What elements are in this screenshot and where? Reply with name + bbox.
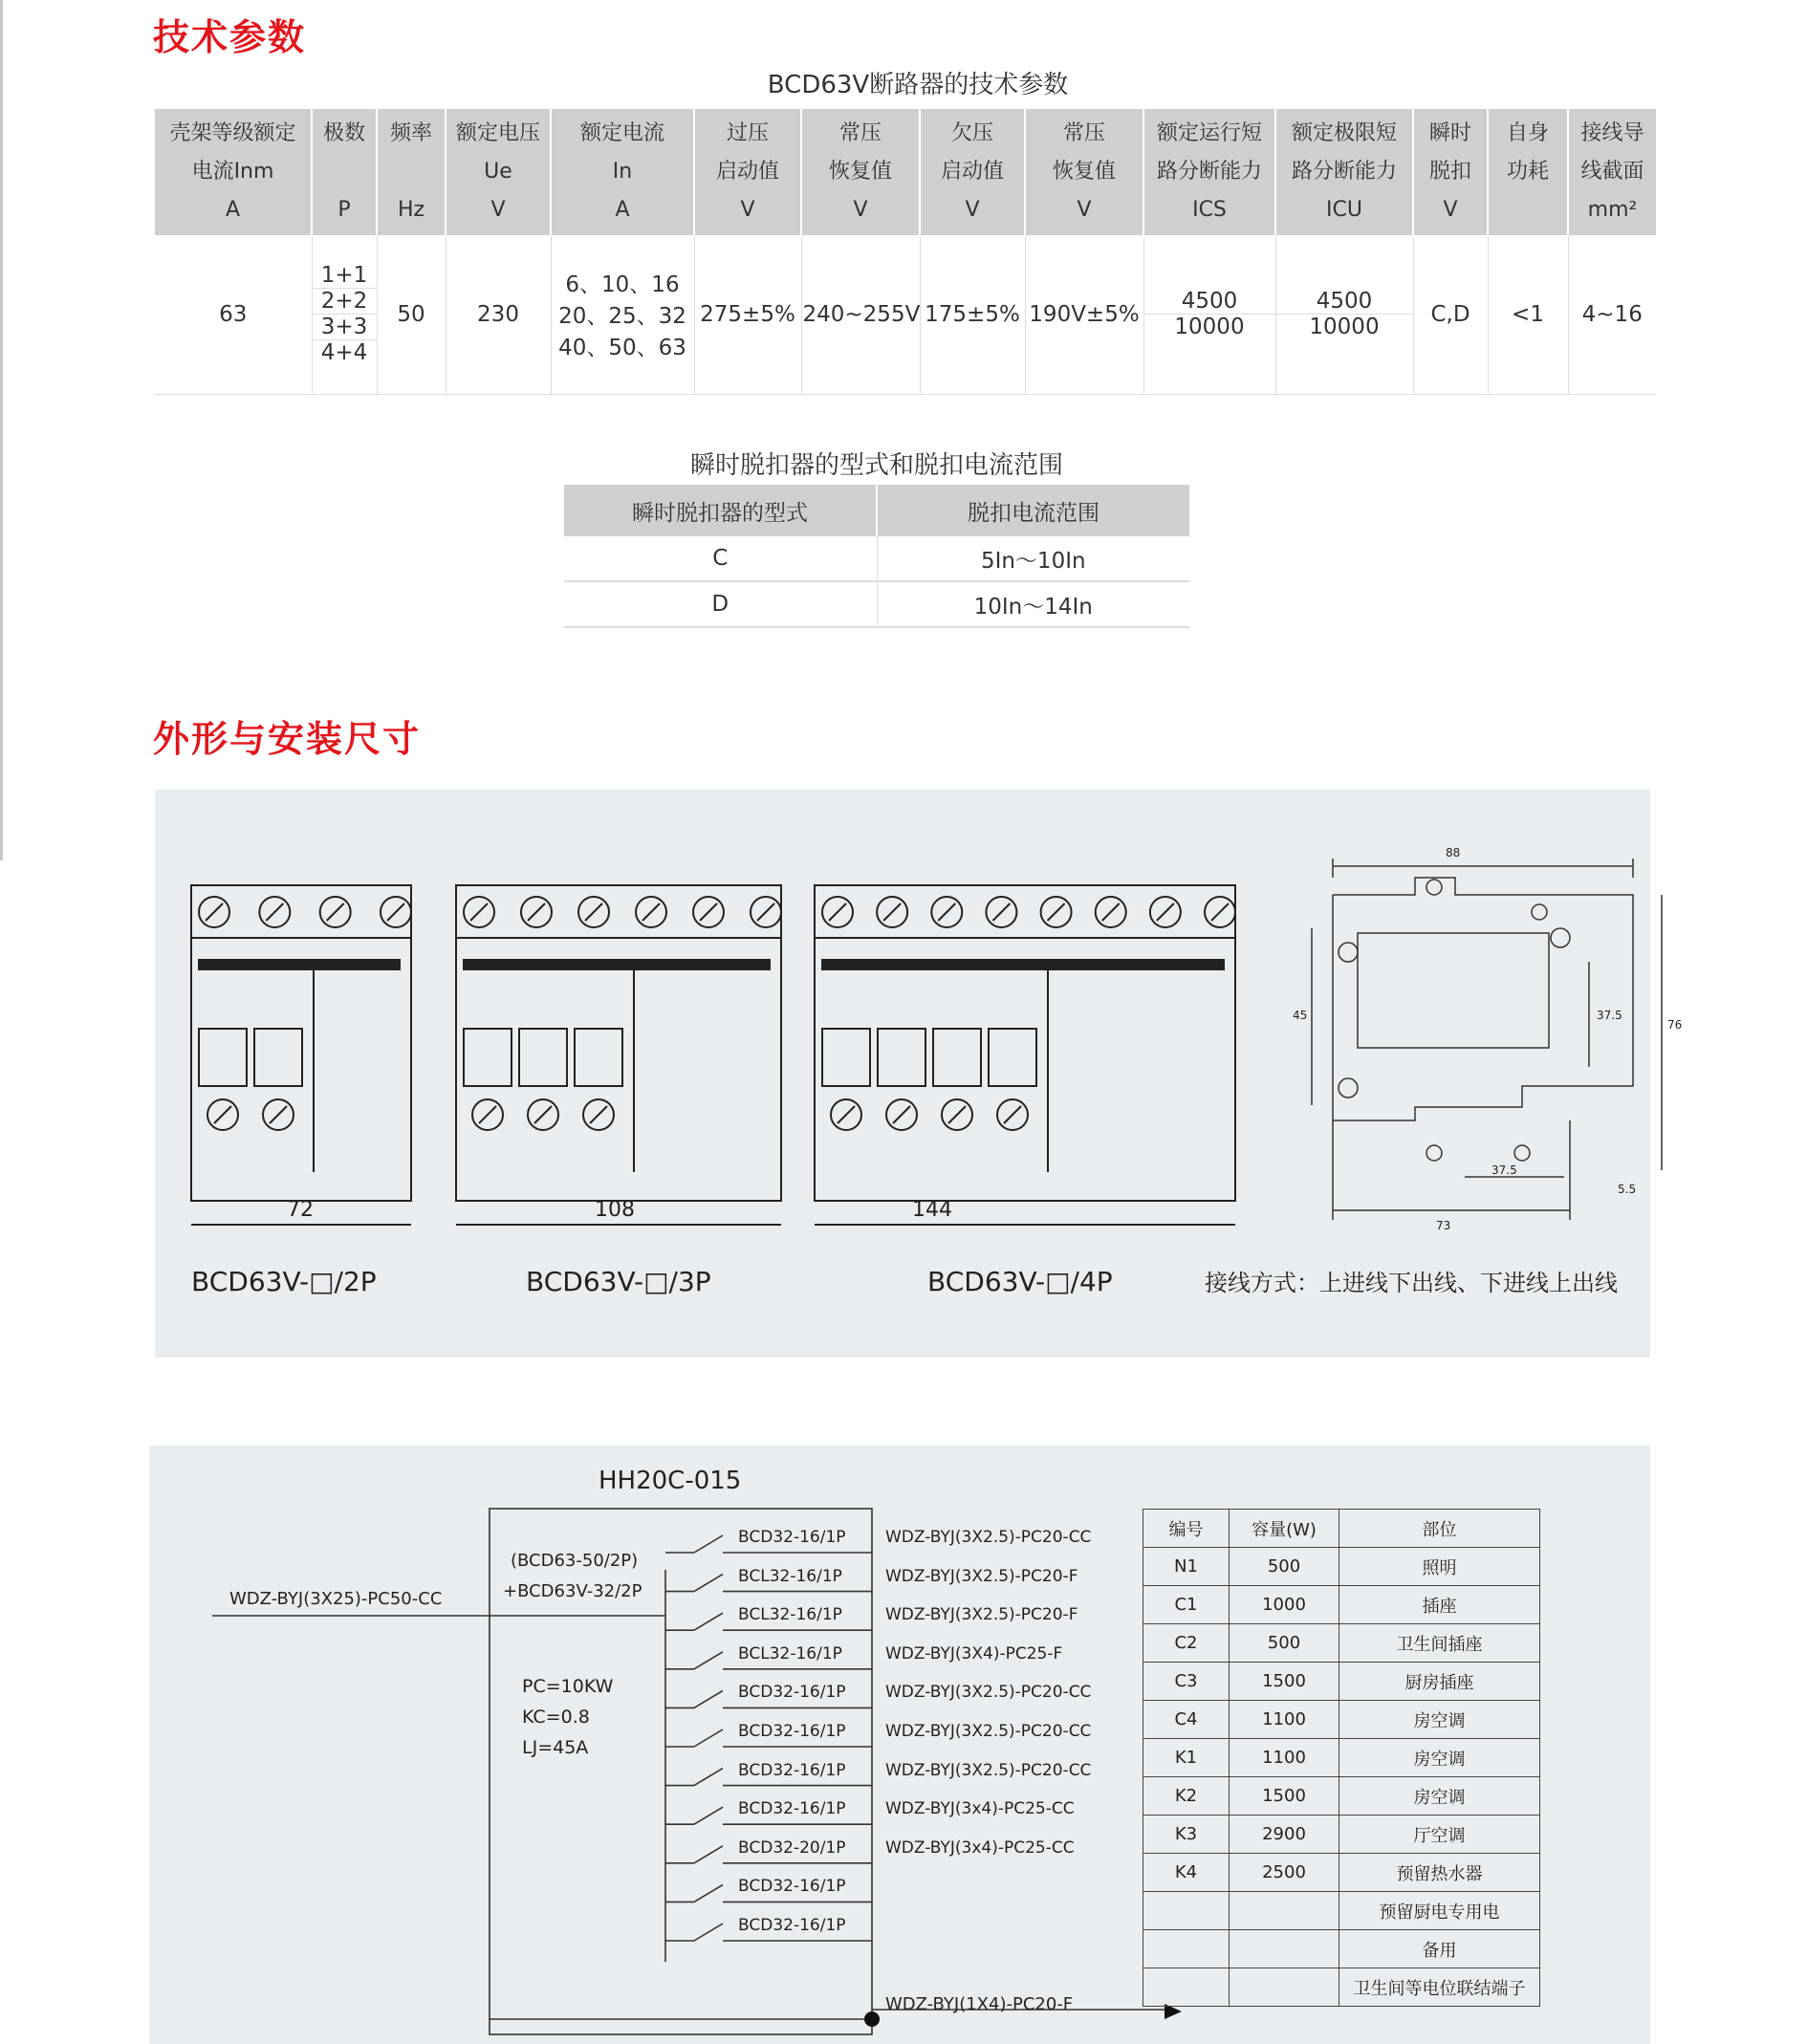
load-location: 房空调 — [1339, 1739, 1540, 1777]
spec-table — [155, 109, 1656, 395]
spec-header-line: Ue — [484, 160, 512, 184]
load-no: C2 — [1143, 1624, 1230, 1663]
spec-header-line: V — [740, 198, 755, 222]
load-no: C3 — [1143, 1663, 1230, 1701]
wiring-note: 接线方式：上进线下出线、下进线上出线 — [1205, 1270, 1618, 1296]
spec-header-line: ICS — [1192, 198, 1227, 222]
calc-kc: KC=0.8 — [522, 1707, 590, 1728]
spec-header-line: 恢复值 — [828, 160, 892, 184]
branch-breaker: BCD32-16/1P — [738, 1760, 846, 1780]
model-label-4p: BCD63V-□/4P — [927, 1266, 1113, 1297]
branch-cable: WDZ-BYJ(3X2.5)-PC20-CC — [885, 1683, 1092, 1703]
load-row — [1143, 1816, 1540, 1854]
load-location: 厅空调 — [1339, 1816, 1540, 1854]
trip-table — [564, 485, 1189, 628]
breaker-2p-drawing — [191, 885, 411, 1225]
spec-header-line — [378, 153, 445, 191]
load-location: 预留厨电专用电 — [1339, 1892, 1540, 1930]
breaker-4p-drawing — [815, 885, 1235, 1225]
spec-header-line: 额定电压 — [455, 121, 540, 145]
spec-header-line: 极数 — [322, 121, 365, 145]
cell-trip: C,D — [1413, 235, 1488, 394]
spec-header-line — [1489, 191, 1567, 229]
load-location: 房空调 — [1339, 1701, 1540, 1739]
section-title-tech: 技术参数 — [153, 16, 307, 58]
cell-uv-recover: 190V±5% — [1025, 235, 1143, 394]
side-view-dim-labels — [1293, 846, 1682, 1232]
branch-cable: WDZ-BYJ(3x4)-PC25-CC — [885, 1837, 1075, 1858]
pole-option: 4+4 — [320, 340, 368, 366]
branch-breaker: BCL32-16/1P — [738, 1605, 842, 1625]
spec-header-line: A — [225, 198, 241, 222]
trip-table-header — [564, 485, 1189, 536]
spec-header-line: V — [1077, 198, 1092, 222]
section-title-dimensions: 外形与安装尺寸 — [153, 718, 422, 760]
model-label-3p: BCD63V-□/3P — [526, 1266, 711, 1297]
main-breaker-label-1: (BCD63-50/2P) — [511, 1551, 639, 1571]
load-header-location: 部位 — [1339, 1510, 1540, 1548]
dim-depth: 5.5 — [1618, 1183, 1637, 1196]
branch-line — [694, 1729, 723, 1747]
branch-line — [694, 1575, 723, 1592]
spec-header — [155, 109, 312, 235]
branch-line — [694, 1807, 723, 1824]
trip-header-range: 脱扣电流范围 — [877, 485, 1189, 536]
branch-line — [694, 1613, 723, 1630]
branch-cable: WDZ-BYJ(3X2.5)-PC20-F — [885, 1605, 1078, 1625]
spec-header — [1143, 109, 1275, 235]
cell-uv-start: 175±5% — [920, 235, 1025, 394]
load-capacity: 1000 — [1230, 1586, 1339, 1624]
trip-range: 5In～10In — [877, 536, 1189, 581]
spec-header-line: 频率 — [389, 121, 432, 145]
pole-option: 1+1 — [313, 263, 377, 289]
box-title: HH20C-015 — [599, 1467, 742, 1495]
load-row — [1143, 1701, 1540, 1739]
spec-header-line: In — [612, 160, 633, 184]
width-label-2p: 72 — [287, 1198, 314, 1222]
spec-header-line: 线截面 — [1580, 160, 1644, 184]
load-table — [1143, 1509, 1540, 2007]
trip-table-caption: 瞬时脱扣器的型式和脱扣电流范围 — [689, 451, 1063, 480]
pole-option: 2+2 — [313, 289, 377, 315]
spec-header-line: 功耗 — [1506, 160, 1549, 184]
cell-freq: 50 — [377, 235, 446, 394]
load-no: C4 — [1143, 1701, 1230, 1739]
cell-power: <1 — [1488, 235, 1568, 394]
branch-cable: WDZ-BYJ(3X2.5)-PC20-CC — [885, 1528, 1092, 1547]
spec-header-line: 启动值 — [940, 160, 1004, 184]
spec-header-line: 过压 — [726, 121, 769, 145]
branch-breaker: BCD32-16/1P — [738, 1799, 846, 1819]
page-edge-rule — [0, 0, 3, 860]
breaker-3p-drawing — [456, 885, 781, 1225]
load-row — [1143, 1624, 1540, 1663]
width-label-3p: 108 — [595, 1198, 635, 1222]
cell-wire: 4~16 — [1568, 235, 1656, 394]
spec-header-line: 接线导 — [1580, 121, 1644, 145]
spec-header-line: 额定运行短 — [1156, 121, 1262, 145]
load-row — [1143, 1892, 1540, 1930]
load-row — [1143, 1854, 1540, 1892]
spec-header-line: 自身 — [1506, 121, 1549, 145]
load-capacity — [1230, 1892, 1339, 1930]
load-location: 卫生间等电位联结端子 — [1339, 1968, 1540, 2007]
earth-cable: WDZ-BYJ(1X4)-PC20-F — [885, 1994, 1074, 2014]
load-capacity: 500 — [1230, 1548, 1339, 1586]
dim-left: 45 — [1293, 1009, 1308, 1022]
spec-header-line: mm² — [1587, 198, 1638, 222]
spec-header-line: 恢复值 — [1052, 160, 1116, 184]
pole-option: 3+3 — [313, 315, 377, 340]
load-row — [1143, 1663, 1540, 1701]
dim-inner: 37.5 — [1597, 1009, 1622, 1022]
branch-breaker: BCD32-16/1P — [738, 1722, 846, 1741]
ics-value: 4500 — [1144, 289, 1275, 315]
branch-breaker: BCD32-16/1P — [738, 1528, 846, 1547]
branch-cable: WDZ-BYJ(3X2.5)-PC20-CC — [885, 1760, 1092, 1780]
branch-line — [694, 1690, 723, 1707]
calc-pc: PC=10KW — [522, 1676, 614, 1697]
spec-header-line: V — [1443, 198, 1458, 222]
branch-line — [694, 1535, 723, 1553]
spec-header-line: 路分断能力 — [1291, 160, 1397, 184]
cell-icu — [1276, 289, 1413, 339]
load-no — [1143, 1930, 1230, 1968]
in-values: 6、10、16 — [565, 272, 680, 298]
spec-header — [920, 109, 1025, 235]
load-no: K3 — [1143, 1816, 1230, 1854]
load-capacity: 2500 — [1230, 1854, 1339, 1892]
spec-header-line: 常压 — [838, 121, 882, 145]
trip-type: D — [564, 581, 877, 627]
branch-breaker: BCD32-16/1P — [738, 1916, 846, 1935]
spec-header-line: ICU — [1326, 198, 1362, 222]
cell-inm: 63 — [155, 235, 312, 394]
load-capacity: 1500 — [1230, 1777, 1339, 1816]
spec-header — [312, 109, 377, 235]
spec-header-line: 额定极限短 — [1291, 121, 1397, 145]
spec-header-line: 瞬时 — [1428, 121, 1471, 145]
load-location: 预留热水器 — [1339, 1854, 1540, 1892]
load-row — [1143, 1548, 1540, 1586]
spec-header — [801, 109, 920, 235]
in-values: 40、50、63 — [558, 336, 686, 361]
incoming-cable: WDZ-BYJ(3X25)-PC50-CC — [229, 1589, 443, 1609]
branch-cable: WDZ-BYJ(3X2.5)-PC20-CC — [885, 1722, 1092, 1741]
spec-header — [694, 109, 801, 235]
load-row — [1143, 1930, 1540, 1968]
dim-bottom: 73 — [1436, 1219, 1451, 1232]
cell-ue: 230 — [446, 235, 551, 394]
spec-header-line: Hz — [397, 198, 425, 222]
spec-header — [377, 109, 446, 235]
spec-table-row — [155, 235, 1656, 394]
spec-header-line: 脱扣 — [1428, 160, 1471, 184]
load-capacity — [1230, 1930, 1339, 1968]
spec-header-line: 电流Inm — [191, 160, 274, 184]
load-no: C1 — [1143, 1586, 1230, 1624]
load-capacity: 500 — [1230, 1624, 1339, 1663]
calc-lj: LJ=45A — [522, 1737, 589, 1758]
dim-top: 88 — [1446, 846, 1461, 859]
dim-bottom-inner: 37.5 — [1491, 1163, 1517, 1177]
spec-header — [1025, 109, 1143, 235]
ics-value: 10000 — [1174, 315, 1245, 340]
cell-poles — [313, 263, 377, 365]
spec-header-line: 壳架等级额定 — [169, 121, 296, 145]
spec-header — [1488, 109, 1568, 235]
spec-header — [1413, 109, 1488, 235]
load-no: N1 — [1143, 1548, 1230, 1586]
branch-breaker: BCL32-16/1P — [738, 1643, 842, 1663]
spec-header-line: P — [337, 198, 351, 222]
load-no — [1143, 1892, 1230, 1930]
branch-line — [694, 1652, 723, 1669]
trip-header-type: 瞬时脱扣器的型式 — [564, 485, 877, 536]
branch-breaker: BCD32-16/1P — [738, 1877, 846, 1897]
spec-header-line: 额定电流 — [579, 121, 664, 145]
width-label-4p: 144 — [912, 1198, 952, 1222]
spec-header-line: A — [615, 198, 630, 222]
dim-right: 76 — [1667, 1018, 1683, 1032]
dimension-panel — [155, 790, 1683, 1358]
branch-line — [694, 1846, 723, 1863]
spec-header — [1568, 109, 1656, 235]
model-label-2p: BCD63V-□/2P — [191, 1266, 377, 1297]
cell-ics — [1144, 289, 1275, 339]
load-row — [1143, 1586, 1540, 1624]
cell-ov-start: 275±5% — [694, 235, 801, 394]
branch-cable: WDZ-BYJ(3X4)-PC25-F — [885, 1643, 1063, 1663]
spec-header — [446, 109, 551, 235]
main-breaker-label-2: +BCD63V-32/2P — [503, 1581, 642, 1601]
load-location: 厨房插座 — [1339, 1663, 1540, 1701]
spec-header-line: V — [853, 198, 868, 222]
trip-range: 10In～14In — [877, 581, 1189, 627]
spec-table-header — [155, 109, 1656, 235]
branch-line — [694, 1884, 723, 1902]
spec-table-caption: BCD63V断路器的技术参数 — [767, 71, 1069, 99]
icu-value: 10000 — [1309, 315, 1380, 340]
load-no — [1143, 1968, 1230, 2007]
load-table-header — [1143, 1510, 1540, 1548]
load-capacity: 1100 — [1230, 1701, 1339, 1739]
spec-header — [1275, 109, 1413, 235]
load-capacity: 1500 — [1230, 1663, 1339, 1701]
spec-header-line: 启动值 — [715, 160, 779, 184]
load-no: K4 — [1143, 1854, 1230, 1892]
load-row — [1143, 1777, 1540, 1816]
load-location: 备用 — [1339, 1930, 1540, 1968]
branch-breaker: BCL32-16/1P — [738, 1566, 842, 1586]
load-capacity — [1230, 1968, 1339, 2007]
spec-header-line — [313, 153, 376, 191]
load-location: 照明 — [1339, 1548, 1540, 1586]
load-header-capacity: 容量(W) — [1230, 1510, 1339, 1548]
load-no: K1 — [1143, 1739, 1230, 1777]
branch-cable: WDZ-BYJ(3X2.5)-PC20-F — [885, 1566, 1078, 1586]
load-no: K2 — [1143, 1777, 1230, 1816]
load-location: 房空调 — [1339, 1777, 1540, 1816]
branch-breaker: BCD32-20/1P — [738, 1837, 846, 1858]
trip-row — [564, 581, 1189, 627]
branch-cable: WDZ-BYJ(3x4)-PC25-CC — [885, 1799, 1075, 1819]
spec-header-line: 常压 — [1062, 121, 1105, 145]
spec-header — [551, 109, 694, 235]
cell-in — [552, 267, 694, 361]
icu-value: 4500 — [1276, 289, 1413, 315]
load-capacity: 2900 — [1230, 1816, 1339, 1854]
load-location: 卫生间插座 — [1339, 1624, 1540, 1663]
spec-header-line: V — [490, 198, 506, 222]
cell-ov-recover: 240~255V — [801, 235, 920, 394]
in-values: 20、25、32 — [558, 304, 686, 330]
spec-header-line: 路分断能力 — [1156, 160, 1262, 184]
branch-line — [694, 1769, 723, 1786]
spec-header-line: 欠压 — [950, 121, 993, 145]
load-header-no: 编号 — [1143, 1510, 1230, 1548]
load-row — [1143, 1968, 1540, 2007]
trip-type: C — [564, 536, 877, 581]
trip-row — [564, 536, 1189, 581]
branch-breaker: BCD32-16/1P — [738, 1683, 846, 1703]
load-location: 插座 — [1339, 1586, 1540, 1624]
spec-header-line: V — [965, 198, 980, 222]
side-view-drawing — [1312, 859, 1662, 1220]
branch-line — [694, 1924, 723, 1941]
load-capacity: 1100 — [1230, 1739, 1339, 1777]
load-row — [1143, 1739, 1540, 1777]
